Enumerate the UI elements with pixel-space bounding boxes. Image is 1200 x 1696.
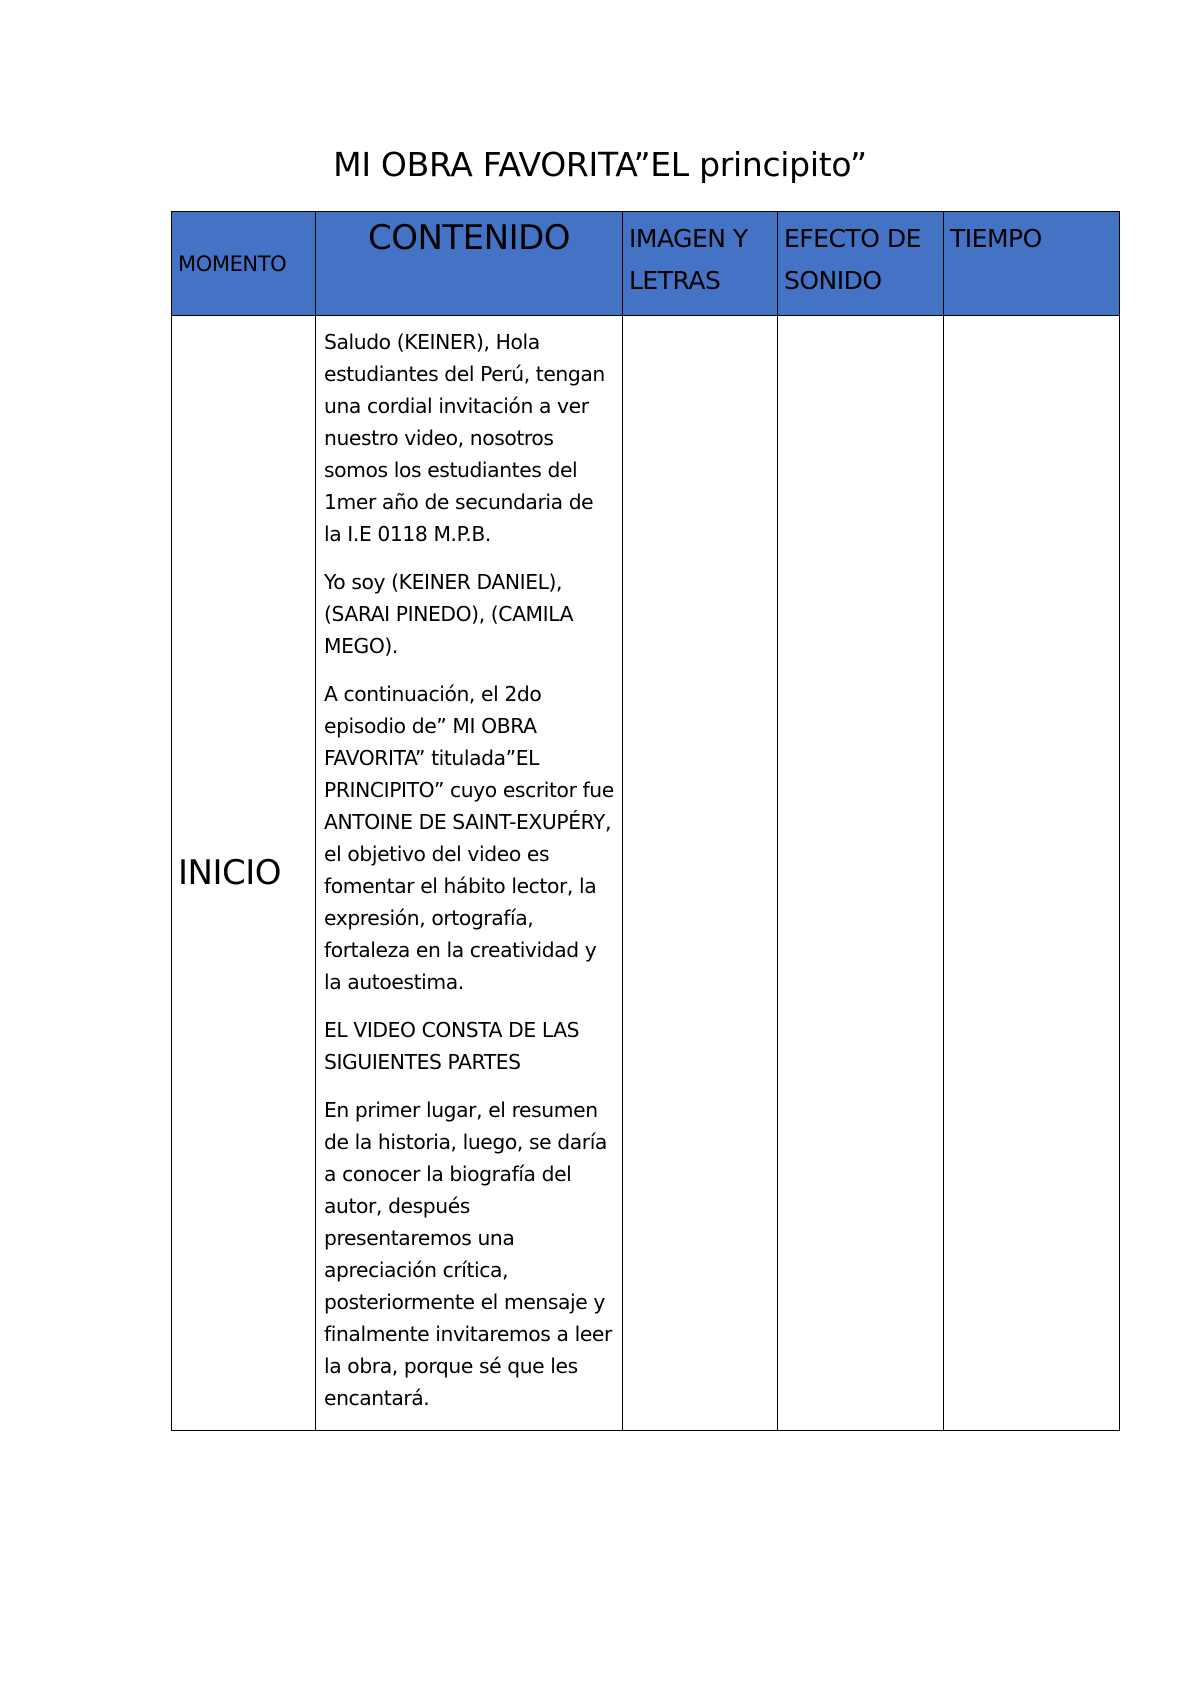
content-cell [316, 316, 623, 1431]
imagen-cell [623, 316, 778, 1431]
header-imagen-label: IMAGEN Y LETRAS [629, 224, 748, 295]
header-momento-label: MOMENTO [178, 251, 287, 276]
content-paragraph: Saludo (KEINER), Hola estudiantes del Perú, tengan una cordial invitación a ver nuestro video, nosotros somos los estudiantes del 1mer año de secundaria de la I.E 0118 M.P.B. [324, 330, 605, 546]
moment-cell [172, 316, 316, 1431]
header-cell-momento [172, 212, 316, 316]
content-paragraph: Yo soy (KEINER DANIEL), (SARAI PINEDO), (CAMILA MEGO). [324, 570, 574, 658]
tiempo-cell [944, 316, 1120, 1431]
script-table [171, 211, 1120, 1431]
header-contenido-label: CONTENIDO [367, 218, 571, 258]
header-cell-tiempo [944, 212, 1120, 316]
efecto-cell [778, 316, 944, 1431]
page-title: MI OBRA FAVORITA”EL principito” [333, 145, 867, 184]
content-paragraph: EL VIDEO CONSTA DE LAS SIGUIENTES PARTES [324, 1018, 580, 1074]
content-paragraph: En primer lugar, el resumen de la historia, luego, se daría a conocer la biografía del autor, después presentaremos una apreciación crítica, posteriormente el mensaje y finalmente invitaremos a leer la obra, porque sé que les encantará. [324, 1098, 612, 1410]
header-efecto-label: EFECTO DE SONIDO [784, 224, 921, 295]
moment-label: INICIO [178, 853, 282, 893]
table-row [172, 316, 1120, 1431]
header-tiempo-label: TIEMPO [950, 224, 1042, 253]
header-cell-efecto [778, 212, 944, 316]
header-cell-contenido [316, 212, 623, 316]
header-cell-imagen [623, 212, 778, 316]
header-row [172, 212, 1120, 316]
content-paragraph: A continuación, el 2do episodio de” MI OBRA FAVORITA” titulada”EL PRINCIPITO” cuyo escritor fue ANTOINE DE SAINT-EXUPÉRY, el objetivo del video es fomentar el hábito lector, la expresión, ortografía, fortaleza en la creatividad y la autoestima. [324, 682, 614, 994]
